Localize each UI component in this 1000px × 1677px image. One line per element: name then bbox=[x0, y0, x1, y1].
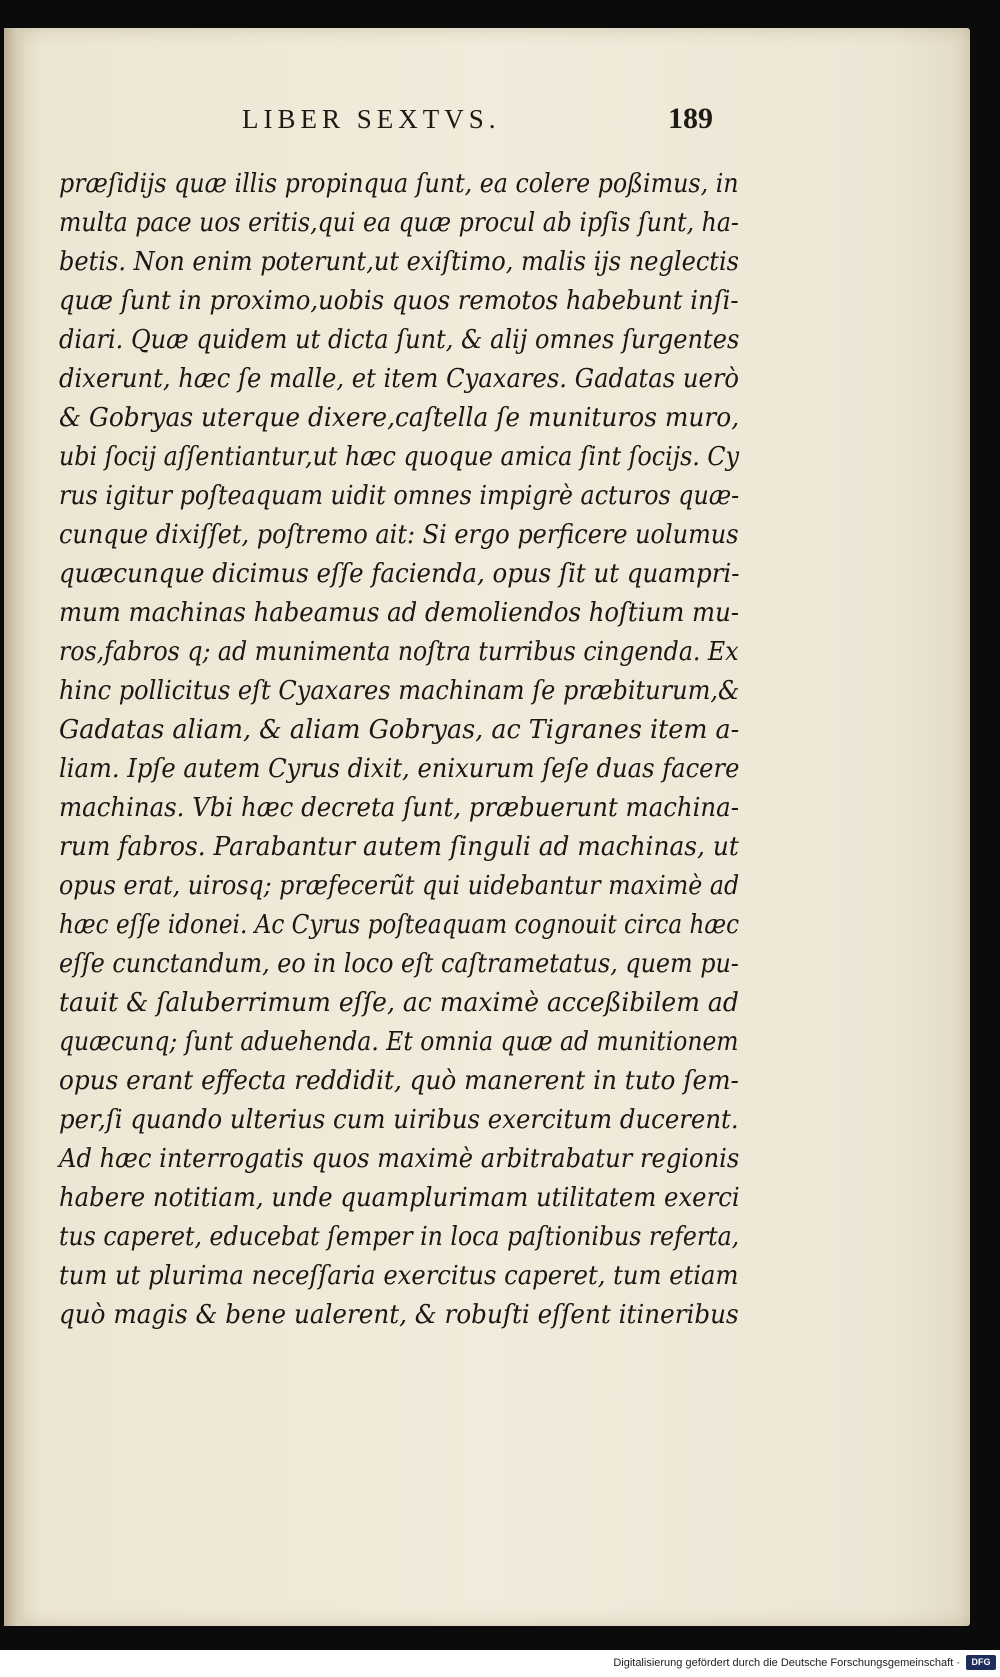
text-line: per,ſi quando ulterius cum uiribus exercitum ducerent. bbox=[59, 1104, 739, 1135]
dfg-logo: DFG bbox=[966, 1655, 996, 1670]
text-line: multa pace uos eritis,qui ea quæ procul ab ipſis ſunt, ha- bbox=[59, 207, 739, 238]
text-line: opus erat, uirosq; præfecerũt qui uidebantur maximè ad bbox=[59, 870, 740, 901]
text-line: ubi ſocij aſſentiantur,ut hæc quoque amica ſint ſocijs. Cy bbox=[59, 441, 740, 472]
running-head bbox=[4, 104, 970, 144]
text-line: eſſe cunctandum, eo in loco eſt caſtrametatus, quem pu- bbox=[59, 948, 739, 979]
funding-credit: Digitalisierung gefördert durch die Deutsche Forschungsgemeinschaft · bbox=[613, 1657, 960, 1669]
text-line: & Gobryas uterque dixere,caſtella ſe munituros muro, bbox=[59, 402, 740, 433]
text-line: dixerunt, hæc ſe malle, et item Cyaxares. Gadatas uerò bbox=[59, 363, 740, 394]
text-line: quæ ſunt in proximo,uobis quos remotos habebunt inſi- bbox=[59, 285, 739, 316]
text-line: betis. Non enim poterunt,ut exiſtimo, malis ijs neglectis bbox=[59, 246, 740, 277]
book-page bbox=[4, 28, 970, 1626]
text-line: quæcunque dicimus eſſe facienda, opus ſit ut quampri- bbox=[59, 558, 740, 589]
text-line: mum machinas habeamus ad demoliendos hoſtium mu- bbox=[59, 597, 740, 628]
text-line: cunque dixiſſet, poſtremo ait: Si ergo perficere uolumus bbox=[59, 519, 739, 550]
digitization-footer bbox=[0, 1655, 1000, 1675]
text-line: tus caperet, educebat ſemper in loca paſtionibus referta, bbox=[59, 1221, 740, 1252]
text-line: rum fabros. Parabantur autem ſinguli ad machinas, ut bbox=[59, 831, 739, 862]
text-line: quæcunq; ſunt aduehenda. Et omnia quæ ad munitionem bbox=[59, 1026, 739, 1057]
text-line: tum ut plurima neceſſaria exercitus caperet, tum etiam bbox=[59, 1260, 739, 1291]
page-gutter-shadow bbox=[4, 28, 26, 1626]
text-line: machinas. Vbi hæc decreta ſunt, præbuerunt machina- bbox=[59, 792, 739, 823]
page-number: 189 bbox=[668, 102, 713, 135]
text-line: diari. Quæ quidem ut dicta ſunt, & alij omnes ſurgentes bbox=[59, 324, 740, 355]
text-line: Ad hæc interrogatis quos maximè arbitrabatur regionis bbox=[59, 1143, 740, 1174]
text-line: ros,fabros q; ad munimenta noſtra turribus cingenda. Ex bbox=[59, 636, 739, 667]
text-line: liam. Ipſe autem Cyrus dixit, enixurum ſeſe duas facere bbox=[59, 753, 740, 784]
text-line: quò magis & bene ualerent, & robuſti eſſent itineribus bbox=[59, 1299, 739, 1330]
text-line: opus erant effecta reddidit, quò manerent in tuto ſem- bbox=[59, 1065, 739, 1096]
text-line: hinc pollicitus eſt Cyaxares machinam ſe præbiturum,& bbox=[59, 675, 740, 706]
text-line: præſidijs quæ illis propinqua ſunt, ea colere poßimus, in bbox=[59, 168, 739, 199]
body-text bbox=[59, 164, 739, 1334]
text-line: tauit & ſaluberrimum eſſe, ac maximè acceßibilem ad bbox=[59, 987, 739, 1018]
text-line: Gadatas aliam, & aliam Gobryas, ac Tigranes item a- bbox=[59, 714, 740, 745]
running-title: LIBER SEXTVS. bbox=[242, 104, 501, 134]
text-line: rus igitur poſteaquam uidit omnes impigrè acturos quæ- bbox=[59, 480, 740, 511]
text-line: hæc eſſe idonei. Ac Cyrus poſteaquam cognouit circa hæc bbox=[59, 909, 740, 940]
text-line: habere notitiam, unde quamplurimam utilitatem exerci bbox=[59, 1182, 740, 1213]
